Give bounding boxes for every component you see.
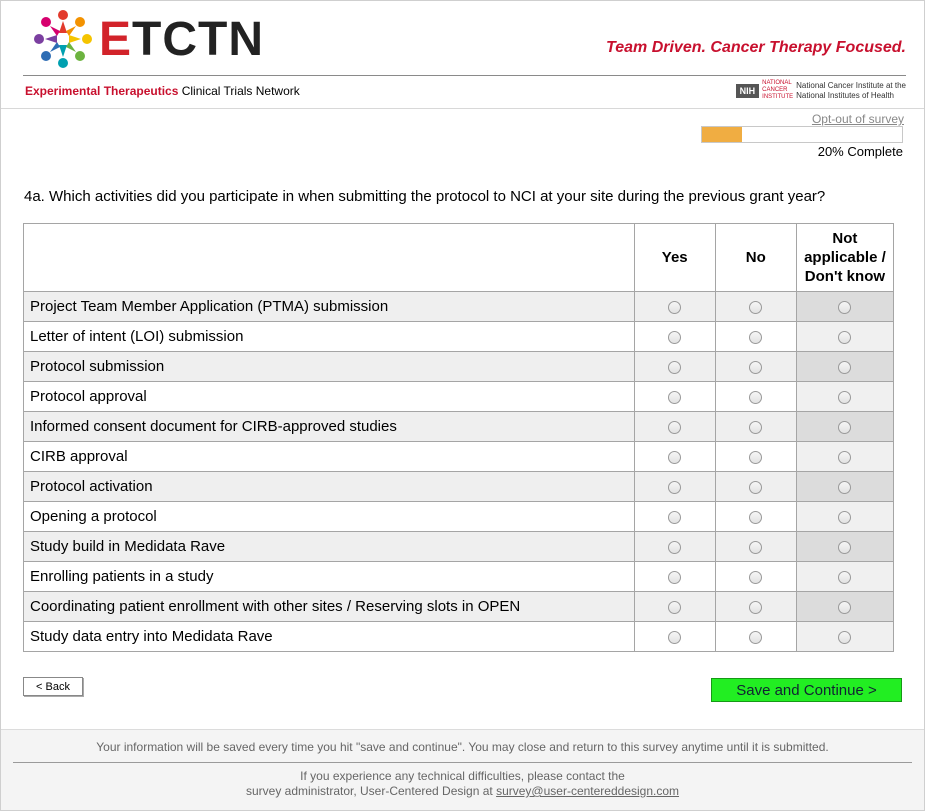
grid-row [24,352,894,382]
column-header-no: No [715,224,796,292]
radio-cell-na [796,502,893,532]
radio-cell-na [796,622,893,652]
tagline: Team Driven. Cancer Therapy Focused. [606,39,906,56]
radio-yes[interactable] [668,481,681,494]
grid-row [24,562,894,592]
radio-yes[interactable] [668,301,681,314]
contact-email-link[interactable]: survey@user-centereddesign.com [496,784,680,798]
radio-na[interactable] [838,301,851,314]
etctn-logo [31,7,264,71]
radio-cell-na [796,352,893,382]
radio-yes[interactable] [668,541,681,554]
row-label: Protocol approval [24,382,635,412]
radio-yes[interactable] [668,451,681,464]
grid-row [24,532,894,562]
radio-cell-yes [634,322,715,352]
radio-cell-yes [634,592,715,622]
grid-row [24,472,894,502]
footer [1,729,924,810]
radio-cell-na [796,292,893,322]
nci-mini-logo: NATIONAL CANCER INSTITUTE [762,80,794,100]
radio-no[interactable] [749,511,762,524]
radio-yes[interactable] [668,391,681,404]
radio-cell-na [796,562,893,592]
back-button[interactable]: < Back [23,677,83,696]
radio-cell-yes [634,442,715,472]
radio-cell-no [715,472,796,502]
nih-badge: NIH [736,84,760,98]
logo-wordmark [99,12,264,67]
radio-cell-yes [634,562,715,592]
row-label: Coordinating patient enrollment with other sites / Reserving slots in OPEN [24,592,635,622]
row-label: Protocol activation [24,472,635,502]
radio-na[interactable] [838,541,851,554]
progress-bar-fill [702,127,742,142]
progress-text: 20% Complete [817,144,903,159]
radio-no[interactable] [749,361,762,374]
column-header-na-line3: Don't know [804,268,886,285]
progress-bar [701,126,903,143]
radio-na[interactable] [838,421,851,434]
radio-cell-na [796,412,893,442]
radio-cell-no [715,382,796,412]
radio-na[interactable] [838,361,851,374]
radio-yes[interactable] [668,511,681,524]
column-header-not-applicable [796,224,893,292]
radio-no[interactable] [749,451,762,464]
radio-cell-no [715,592,796,622]
radio-no[interactable] [749,601,762,614]
radio-cell-na [796,322,893,352]
network-name-highlight: Experimental Therapeutics [25,84,179,98]
row-label: Study build in Medidata Rave [24,532,635,562]
radio-cell-no [715,412,796,442]
radio-cell-no [715,562,796,592]
radio-no[interactable] [749,541,762,554]
radio-cell-na [796,442,893,472]
radio-yes[interactable] [668,361,681,374]
radio-na[interactable] [838,481,851,494]
radio-na[interactable] [838,511,851,524]
grid-row [24,322,894,352]
nih-logo [736,80,906,101]
column-header-na-line2: applicable / [804,249,886,266]
header-divider [23,75,906,76]
save-and-continue-button[interactable]: Save and Continue > [711,678,902,702]
opt-out-link[interactable]: Opt-out of survey [811,112,904,126]
save-info-note: Your information will be saved every time you hit "save and continue". You may close and return to this survey anytime until it is submitted. [96,740,829,754]
radio-cell-yes [634,352,715,382]
contact-line-2: survey administrator, User-Centered Design at [245,784,497,798]
radio-cell-no [715,442,796,472]
radio-cell-no [715,532,796,562]
radio-no[interactable] [749,421,762,434]
response-grid [23,223,894,652]
radio-cell-yes [634,292,715,322]
grid-row [24,592,894,622]
row-label: Informed consent document for CIRB-approved studies [24,412,635,442]
question-text: 4a. Which activities did you participate in when submitting the protocol to NCI at your site during the previous grant year? [24,188,826,205]
grid-row [24,622,894,652]
radio-cell-no [715,292,796,322]
radio-cell-yes [634,622,715,652]
radio-no[interactable] [749,391,762,404]
radio-yes[interactable] [668,601,681,614]
radio-no[interactable] [749,331,762,344]
contact-line-1: If you experience any technical difficulties, please contact the [300,769,625,783]
radio-na[interactable] [838,631,851,644]
radio-no[interactable] [749,481,762,494]
radio-cell-yes [634,412,715,442]
row-label: Study data entry into Medidata Rave [24,622,635,652]
row-label: Project Team Member Application (PTMA) submission [24,292,635,322]
footer-divider [13,762,912,763]
grid-row [24,502,894,532]
row-label: Enrolling patients in a study [24,562,635,592]
radio-cell-yes [634,382,715,412]
grid-row [24,292,894,322]
radio-na[interactable] [838,571,851,584]
radio-na[interactable] [838,451,851,464]
radio-no[interactable] [749,571,762,584]
nih-caption [796,81,906,101]
row-label: CIRB approval [24,442,635,472]
radio-cell-no [715,352,796,382]
radio-na[interactable] [838,601,851,614]
radio-cell-yes [634,532,715,562]
radio-cell-na [796,382,893,412]
grid-row [24,382,894,412]
grid-row [24,442,894,472]
network-name [25,84,300,98]
column-header-na-line1: Not [832,230,858,247]
logo-letter-e: E [99,12,133,66]
network-name-rest: Clinical Trials Network [178,84,300,98]
radio-cell-na [796,592,893,622]
nih-caption-line1: National Cancer Institute at the [796,80,906,90]
grid-header-blank [24,224,635,292]
radio-cell-na [796,532,893,562]
logo-letters-rest: TCTN [132,12,264,66]
radio-na[interactable] [838,391,851,404]
radio-yes[interactable] [668,421,681,434]
column-header-yes: Yes [634,224,715,292]
radio-no[interactable] [749,301,762,314]
radio-na[interactable] [838,331,851,344]
grid-row [24,412,894,442]
contact-info [1,769,924,799]
radio-cell-no [715,322,796,352]
radio-yes[interactable] [668,571,681,584]
people-circle-logo-icon [31,7,95,71]
row-label: Letter of intent (LOI) submission [24,322,635,352]
radio-no[interactable] [749,631,762,644]
radio-yes[interactable] [668,631,681,644]
radio-cell-yes [634,502,715,532]
radio-cell-yes [634,472,715,502]
radio-cell-no [715,502,796,532]
row-label: Protocol submission [24,352,635,382]
grid-header-row [24,224,894,292]
radio-cell-na [796,472,893,502]
radio-cell-no [715,622,796,652]
nih-caption-line2: National Institutes of Health [796,90,894,100]
header-bottom-divider [1,108,924,109]
radio-yes[interactable] [668,331,681,344]
row-label: Opening a protocol [24,502,635,532]
